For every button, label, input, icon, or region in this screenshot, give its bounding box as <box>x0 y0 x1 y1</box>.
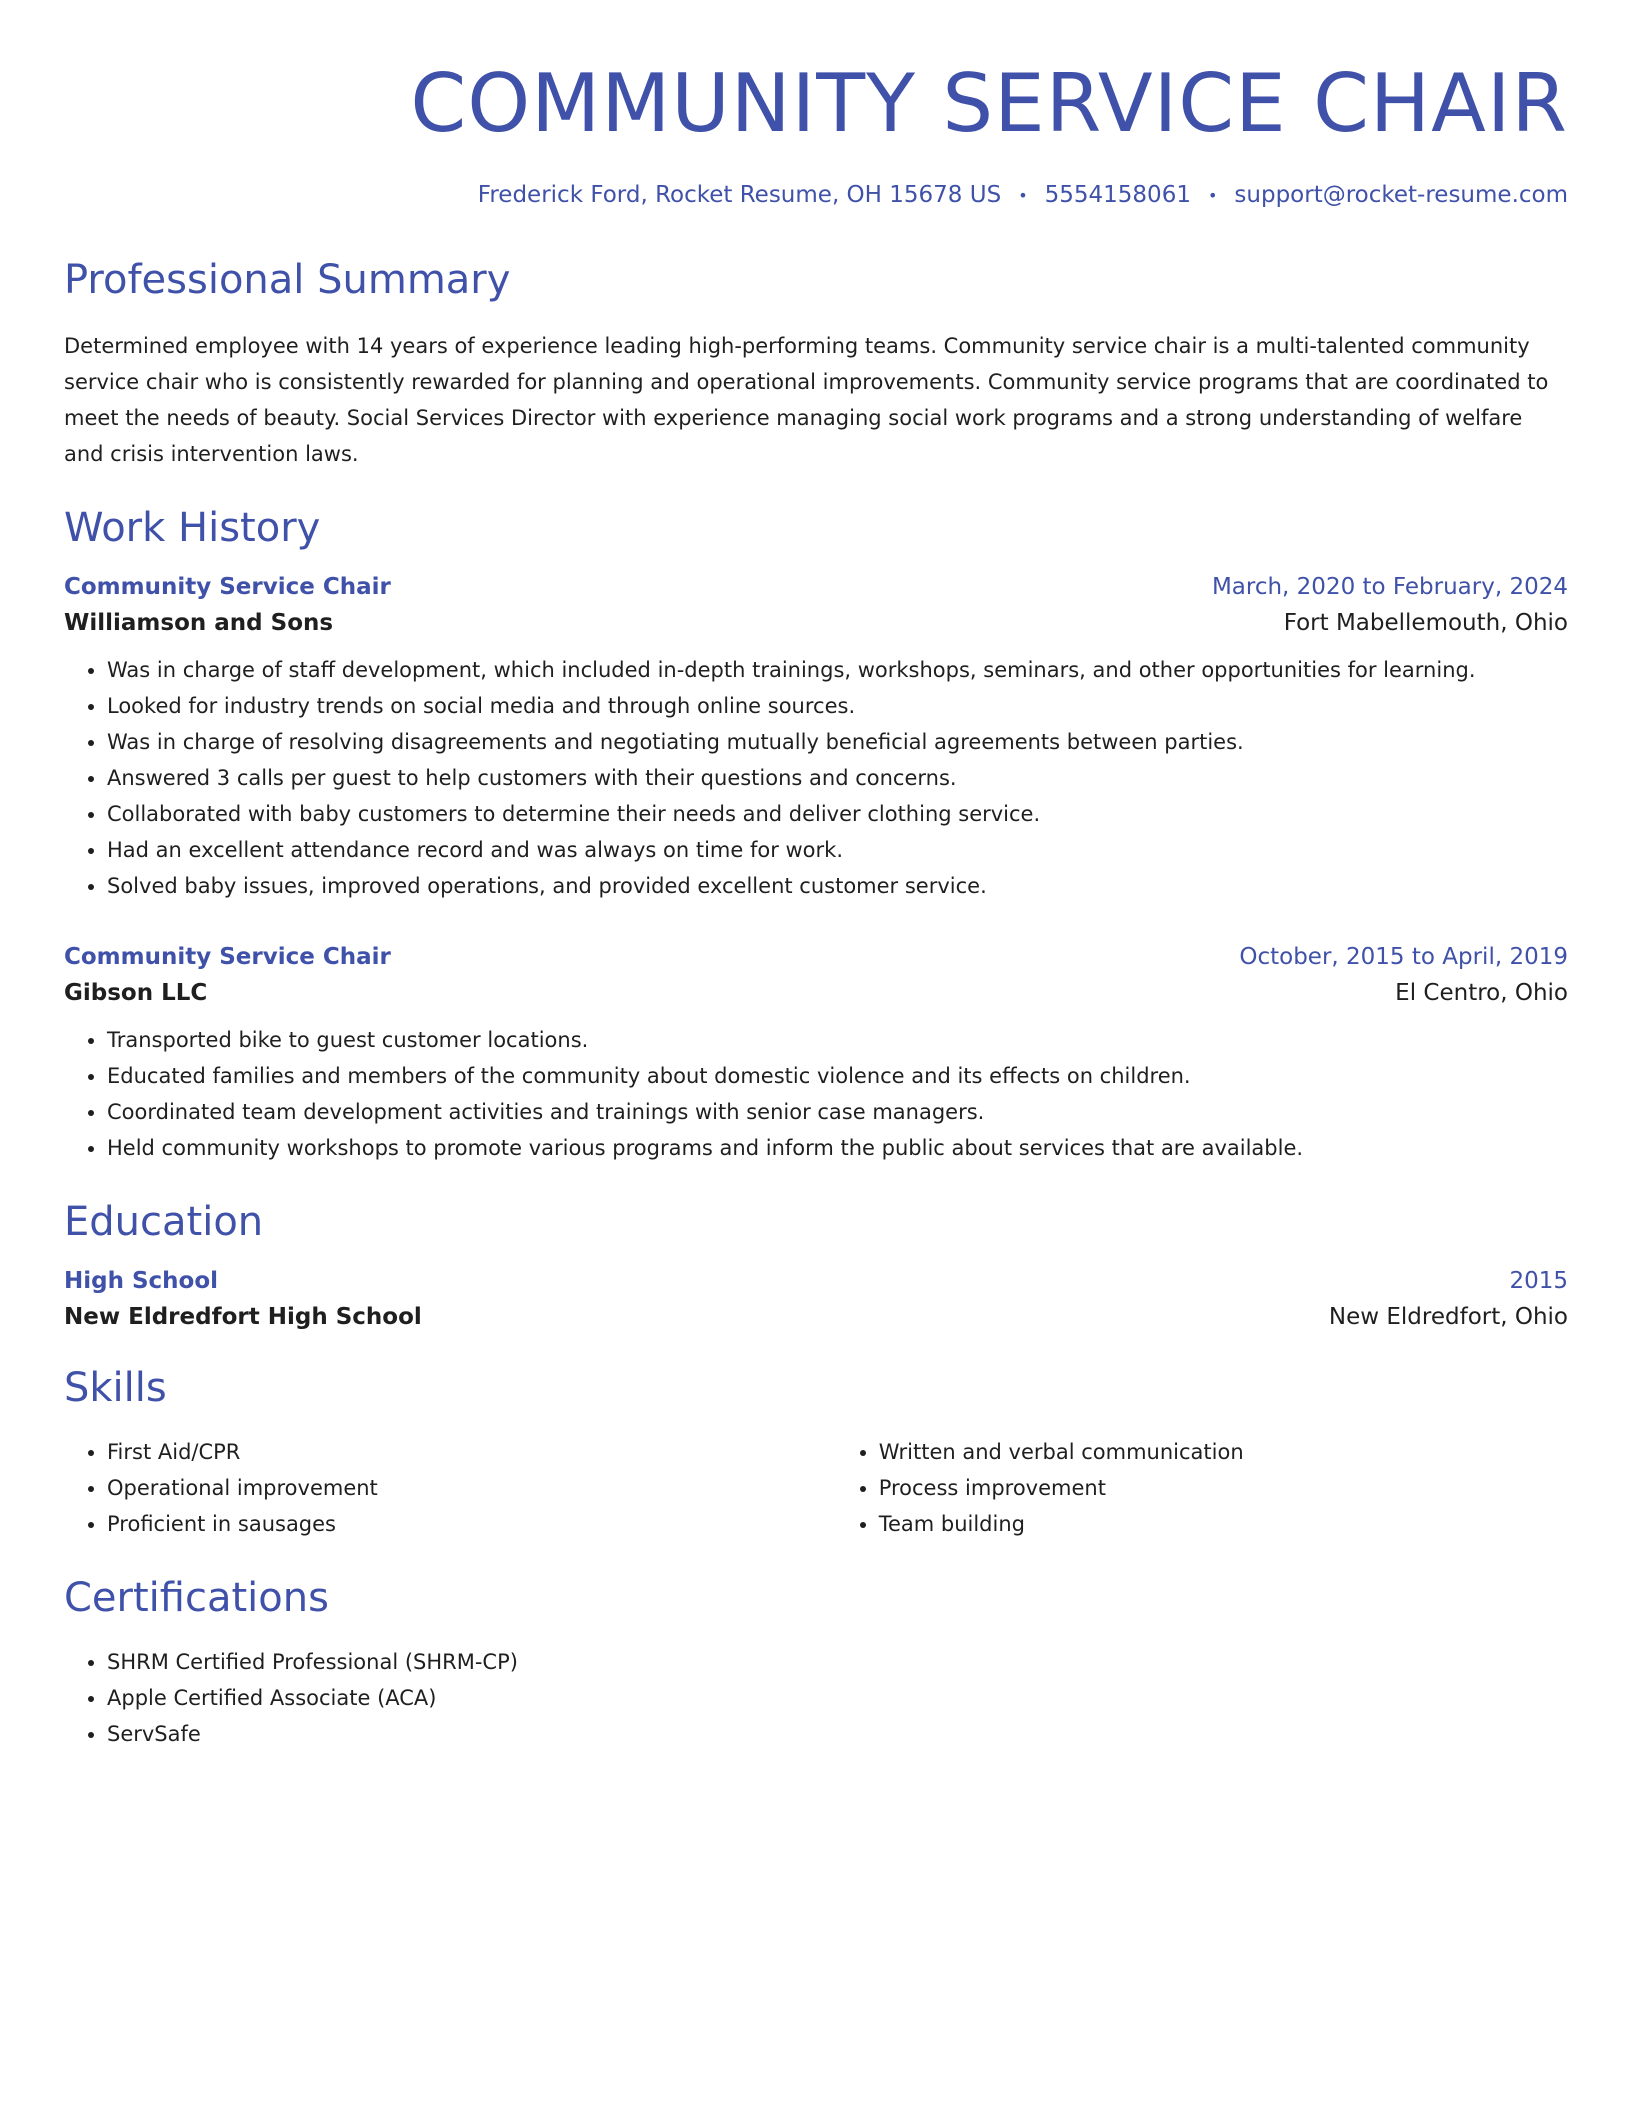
list-item: • Coordinated team development activities and trainings with senior case managers. <box>107 1094 1568 1130</box>
list-item: • ServSafe <box>107 1716 1568 1752</box>
job-entry <box>64 944 1568 1166</box>
list-item: • Had an excellent attendance record and was always on time for work. <box>107 832 1568 868</box>
education-subheader <box>64 1304 1568 1330</box>
list-item: • Looked for industry trends on social media and through online sources. <box>107 688 1568 724</box>
resume-title: COMMUNITY SERVICE CHAIR <box>410 57 1568 150</box>
job-bullets <box>64 1022 1568 1166</box>
job-role: Community Service Chair <box>64 574 391 600</box>
education-degree: High School <box>64 1268 219 1294</box>
skills-section <box>64 1362 1568 1542</box>
list-item: • First Aid/CPR <box>107 1434 836 1470</box>
job-bullets <box>64 652 1568 904</box>
contact-separator: • <box>1207 185 1218 205</box>
summary-section <box>64 254 1568 472</box>
contact-line <box>64 182 1568 208</box>
work-history-heading: Work History <box>64 505 321 551</box>
contact-address: Frederick Ford, Rocket Resume, OH 15678 US <box>477 182 1002 208</box>
list-item: • Proficient in sausages <box>107 1506 836 1542</box>
skills-list-right <box>836 1434 1568 1542</box>
work-history-section <box>64 502 1568 1166</box>
certifications-heading: Certifications <box>64 1575 329 1621</box>
list-item: • Answered 3 calls per guest to help customers with their questions and concerns. <box>107 760 1568 796</box>
list-item: • Team building <box>879 1506 1568 1542</box>
list-item: • Held community workshops to promote various programs and inform the public about services that are available. <box>107 1130 1568 1166</box>
job-subheader <box>64 980 1568 1006</box>
skills-grid <box>64 1434 1568 1542</box>
job-company: Gibson LLC <box>64 980 208 1006</box>
list-item: • Operational improvement <box>107 1470 836 1506</box>
list-item: • Written and verbal communication <box>879 1434 1568 1470</box>
summary-text: Determined employee with 14 years of experience leading high-performing teams. Community service chair is a multi-talented community service chair who is consistently rewarded for planning and operational improvements. Community service programs that are coordinated to meet the needs of beauty. Social Services Director with experience managing social work programs and a strong understanding of welfare and crisis intervention laws. <box>64 334 1549 466</box>
contact-email: support@rocket-resume.com <box>1234 182 1568 208</box>
education-location: New Eldredfort, Ohio <box>1328 1304 1568 1330</box>
list-item: • Educated families and members of the community about domestic violence and its effects on children. <box>107 1058 1568 1094</box>
job-dates: March, 2020 to February, 2024 <box>1211 574 1568 600</box>
list-item: • Collaborated with baby customers to determine their needs and deliver clothing service. <box>107 796 1568 832</box>
list-item: • Transported bike to guest customer locations. <box>107 1022 1568 1058</box>
job-role: Community Service Chair <box>64 944 391 970</box>
job-subheader <box>64 610 1568 636</box>
list-item: • Solved baby issues, improved operations, and provided excellent customer service. <box>107 868 1568 904</box>
job-location: El Centro, Ohio <box>1395 980 1568 1006</box>
list-item: • SHRM Certified Professional (SHRM-CP) <box>107 1644 1568 1680</box>
education-heading: Education <box>64 1199 264 1245</box>
contact-phone: 5554158061 <box>1044 182 1191 208</box>
education-year: 2015 <box>1509 1268 1568 1294</box>
list-item: • Apple Certified Associate (ACA) <box>107 1680 1568 1716</box>
job-header <box>64 944 1568 970</box>
job-location: Fort Mabellemouth, Ohio <box>1283 610 1568 636</box>
education-school: New Eldredfort High School <box>64 1304 422 1330</box>
education-section <box>64 1196 1568 1330</box>
job-dates: October, 2015 to April, 2019 <box>1239 944 1568 970</box>
education-header <box>64 1268 1568 1294</box>
summary-heading: Professional Summary <box>64 257 511 303</box>
list-item: • Was in charge of staff development, which included in-depth trainings, workshops, seminars, and other opportunities for learning. <box>107 652 1568 688</box>
list-item: • Was in charge of resolving disagreements and negotiating mutually beneficial agreements between parties. <box>107 724 1568 760</box>
skills-heading: Skills <box>64 1365 167 1411</box>
certifications-section <box>64 1572 1568 1752</box>
job-header <box>64 574 1568 600</box>
certifications-list <box>64 1644 1568 1752</box>
list-item: • Process improvement <box>879 1470 1568 1506</box>
skills-list-left <box>64 1434 836 1542</box>
contact-separator: • <box>1018 185 1028 205</box>
job-company: Williamson and Sons <box>64 610 334 636</box>
job-entry <box>64 574 1568 904</box>
